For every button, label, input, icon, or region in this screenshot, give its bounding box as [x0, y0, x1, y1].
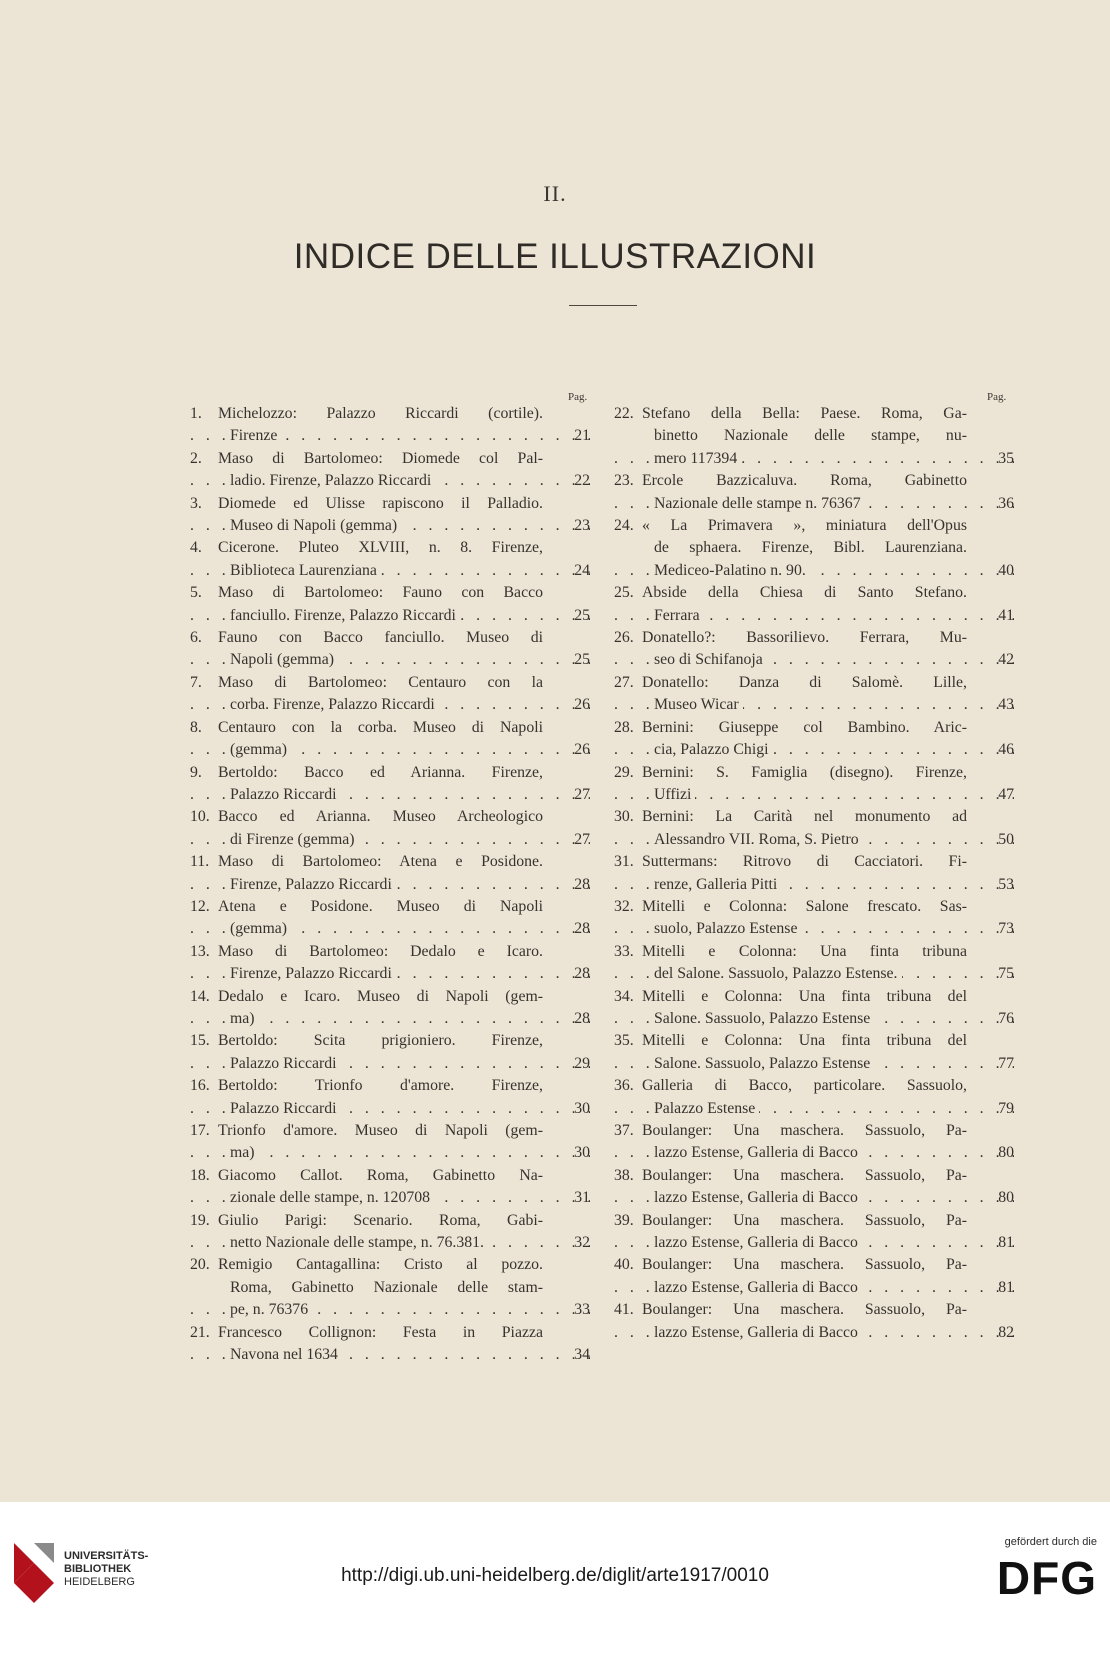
entry-text-line: [190, 470, 590, 492]
entry-number: 31.: [614, 853, 634, 871]
entry-number: 37.: [614, 1122, 634, 1139]
index-column-right: [614, 403, 1014, 1344]
entry-text-line: [614, 1008, 1014, 1030]
entry-page-number: 75: [998, 965, 1014, 983]
entry-number: 35.: [614, 1032, 634, 1050]
entry-page-number: 35: [998, 449, 1014, 467]
index-entry: [190, 1120, 590, 1165]
index-entry: [614, 1254, 1014, 1299]
entry-text: Palazzo Riccardi: [230, 786, 341, 803]
entry-text-line: Mitelli e Colonna: Una finta tribuna del: [642, 1032, 967, 1050]
entry-page-number: 76: [998, 1009, 1014, 1027]
entry-page-number: 30: [574, 1144, 590, 1162]
entry-page-number: 82: [998, 1323, 1014, 1341]
entry-page-number: 81: [998, 1234, 1014, 1252]
entry-text-line: Bernini: S. Famiglia (disegno). Firenze,: [642, 763, 967, 781]
entry-text: pe, n. 76376: [230, 1301, 312, 1318]
entry-text: Salone. Sassuolo, Palazzo Estense: [654, 1010, 874, 1027]
index-entry: [614, 941, 1014, 986]
entry-page-number: 40: [998, 561, 1014, 579]
index-entry: [190, 1322, 590, 1367]
entry-number: 23.: [614, 472, 634, 490]
entry-number: 8.: [190, 718, 202, 736]
index-entry: [190, 717, 590, 762]
entry-page-number: 42: [998, 651, 1014, 669]
entry-page-number: 73: [998, 920, 1014, 938]
entry-number: 24.: [614, 517, 634, 535]
entry-number: 12.: [190, 897, 210, 915]
entry-number: 17.: [190, 1122, 210, 1139]
entry-text-line: [190, 1299, 590, 1321]
entry-page-number: 25: [574, 651, 590, 669]
entry-text-line: Maso di Bartolomeo: Dedalo e Icaro.: [218, 942, 543, 960]
index-entry: [614, 672, 1014, 717]
entry-text: renze, Galleria Pitti: [654, 876, 781, 893]
entry-text-line: Cicerone. Pluteo XLVIII, n. 8. Firenze,: [218, 539, 543, 557]
entry-page-number: 31: [574, 1189, 590, 1207]
entry-page-number: 27: [574, 785, 590, 803]
entry-number: 39.: [614, 1211, 634, 1229]
entry-page-number: 80: [998, 1144, 1014, 1162]
index-entry: [614, 806, 1014, 851]
library-name-line: HEIDELBERG: [64, 1576, 135, 1588]
entry-text-line: Ercole Bazzicaluva. Roma, Gabinetto: [642, 472, 967, 490]
index-entry: [614, 470, 1014, 515]
index-entry: [614, 627, 1014, 672]
entry-text-line: [614, 784, 1014, 806]
entry-page-number: 28: [574, 965, 590, 983]
entry-text-line: de sphaera. Firenze, Bibl. Laurenziana.: [654, 539, 967, 557]
entry-text-line: Bernini: Giuseppe col Bambino. Aric-: [642, 718, 967, 736]
entry-text: Ferrara: [654, 607, 704, 624]
entry-text-line: [190, 694, 590, 716]
index-entry: [190, 941, 590, 986]
entry-number: 5.: [190, 584, 202, 602]
entry-page-number: 80: [998, 1189, 1014, 1207]
entry-text-line: Giulio Parigi: Scenario. Roma, Gabi-: [218, 1211, 543, 1229]
entry-number: 30.: [614, 808, 634, 826]
entry-text-line: Roma, Gabinetto Nazionale delle stam-: [230, 1278, 543, 1296]
entry-page-number: 26: [574, 696, 590, 714]
entry-text-line: Abside della Chiesa di Santo Stefano.: [642, 584, 967, 602]
entry-text-line: binetto Nazionale delle stampe, nu-: [654, 427, 967, 445]
entry-text-line: Boulanger: Una maschera. Sassuolo, Pa-: [642, 1122, 967, 1139]
entry-page-number: 43: [998, 696, 1014, 714]
entry-text-line: Maso di Bartolomeo: Atena e Posidone.: [218, 853, 543, 871]
index-entry: [190, 627, 590, 672]
entry-text-line: « La Primavera », miniatura dell'Opus: [642, 517, 967, 535]
entry-number: 2.: [190, 449, 202, 467]
index-entry: [614, 1075, 1014, 1120]
entry-text-line: [190, 1232, 590, 1254]
entry-text-line: Suttermans: Ritrovo di Cacciatori. Fi-: [642, 853, 967, 871]
entry-number: 3.: [190, 494, 202, 512]
entry-text: lazzo Estense, Galleria di Bacco: [654, 1279, 862, 1296]
entry-page-number: 27: [574, 830, 590, 848]
entry-text: Uffizi: [654, 786, 695, 803]
library-name-line: BIBLIOTHEK: [64, 1563, 132, 1575]
entry-text-line: [614, 829, 1014, 851]
entry-text: corba. Firenze, Palazzo Riccardi: [230, 696, 439, 713]
entry-text-line: [614, 1142, 1014, 1164]
entry-text-line: [190, 874, 590, 896]
entry-text-line: Maso di Bartolomeo: Diomede col Pal-: [218, 449, 543, 467]
entry-text: netto Nazionale delle stampe, n. 76.381.: [230, 1234, 488, 1251]
entry-text-line: [190, 649, 590, 671]
entry-text-line: [190, 1008, 590, 1030]
section-number: II.: [543, 181, 567, 206]
entry-text: di Firenze (gemma): [230, 831, 359, 848]
entry-page-number: 29: [574, 1054, 590, 1072]
entry-text: Firenze, Palazzo Riccardi: [230, 876, 396, 893]
entry-text-line: Mitelli e Colonna: Salone frescato. Sas-: [642, 897, 967, 915]
entry-text-line: Michelozzo: Palazzo Riccardi (cortile).: [218, 405, 543, 422]
entry-number: 22.: [614, 405, 634, 422]
entry-page-number: 41: [998, 606, 1014, 624]
entry-text: suolo, Palazzo Estense: [654, 920, 801, 937]
entry-text-line: [190, 515, 590, 537]
index-entry: [614, 896, 1014, 941]
entry-text-line: Bertoldo: Trionfo d'amore. Firenze,: [218, 1077, 543, 1095]
entry-text: ladio. Firenze, Palazzo Riccardi: [230, 472, 435, 489]
entry-text-line: Giacomo Callot. Roma, Gabinetto Na-: [218, 1166, 543, 1184]
entry-number: 9.: [190, 763, 202, 781]
entry-text: lazzo Estense, Galleria di Bacco: [654, 1324, 862, 1341]
entry-text: Mediceo-Palatino n. 90.: [654, 562, 810, 579]
entry-number: 4.: [190, 539, 202, 557]
entry-text-line: [190, 560, 590, 582]
entry-text-line: Stefano della Bella: Paese. Roma, Ga-: [642, 405, 967, 422]
entry-text: ma): [230, 1144, 259, 1161]
page-column-label-left: Pag.: [568, 391, 588, 403]
entry-page-number: 25: [574, 606, 590, 624]
entry-page-number: 28: [574, 920, 590, 938]
entry-page-number: 23: [574, 517, 590, 535]
entry-text-line: Bertoldo: Bacco ed Arianna. Firenze,: [218, 763, 543, 781]
entry-text-line: Atena e Posidone. Museo di Napoli: [218, 897, 543, 915]
entry-text-line: Donatello: Danza di Salomè. Lille,: [642, 673, 967, 691]
page-title: INDICE DELLE ILLUSTRAZIONI: [293, 237, 817, 276]
index-entry: [614, 515, 1014, 582]
entry-text-line: Mitelli e Colonna: Una finta tribuna del: [642, 987, 967, 1005]
entry-page-number: 81: [998, 1278, 1014, 1296]
entry-text-line: [190, 829, 590, 851]
entry-text-line: Maso di Bartolomeo: Fauno con Bacco: [218, 584, 543, 602]
index-entry: [190, 537, 590, 582]
entry-number: 26.: [614, 629, 634, 647]
entry-text: Alessandro VII. Roma, S. Pietro: [654, 831, 863, 848]
entry-text: cia, Palazzo Chigi: [654, 741, 773, 758]
entry-page-number: 21: [574, 427, 590, 445]
entry-text-line: [190, 1142, 590, 1164]
entry-number: 36.: [614, 1077, 634, 1095]
index-entry: [614, 1030, 1014, 1075]
entry-page-number: 22: [574, 472, 590, 490]
entry-text: Nazionale delle stampe n. 76367: [654, 495, 865, 512]
entry-number: 20.: [190, 1256, 210, 1274]
entry-number: 7.: [190, 673, 202, 691]
index-entry: [190, 672, 590, 717]
entry-text-line: [614, 694, 1014, 716]
entry-number: 21.: [190, 1323, 210, 1341]
index-entry: [614, 1210, 1014, 1255]
entry-text-line: Maso di Bartolomeo: Centauro con la: [218, 673, 543, 691]
entry-text-line: [614, 963, 1014, 985]
entry-number: 15.: [190, 1032, 210, 1050]
entry-number: 27.: [614, 673, 634, 691]
index-entry: [614, 1299, 1014, 1344]
entry-text-line: [614, 739, 1014, 761]
entry-text: lazzo Estense, Galleria di Bacco: [654, 1234, 862, 1251]
page-column-label-right: Pag.: [987, 391, 1007, 403]
entry-text: ma): [230, 1010, 259, 1027]
index-entry: [190, 806, 590, 851]
index-entry: [190, 1165, 590, 1210]
library-name-line: UNIVERSITÄTS-: [64, 1550, 149, 1562]
entry-page-number: 46: [998, 741, 1014, 759]
entry-text-line: Bacco ed Arianna. Museo Archeologico: [218, 808, 543, 826]
index-entry: [614, 717, 1014, 762]
index-entry: [190, 403, 590, 448]
entry-number: 28.: [614, 718, 634, 736]
digitization-footer: [0, 1502, 1110, 1665]
entry-page-number: 24: [574, 561, 590, 579]
entry-text-line: [614, 918, 1014, 940]
index-entry: [190, 896, 590, 941]
dfg-logo: DFG: [996, 1552, 1097, 1604]
entry-number: 40.: [614, 1256, 634, 1274]
entry-text-line: [614, 1232, 1014, 1254]
entry-text-line: Centauro con la corba. Museo di Napoli: [218, 718, 543, 736]
entry-text: mero 117394: [654, 450, 741, 467]
entry-text-line: [190, 1098, 590, 1120]
entry-text-line: [190, 605, 590, 627]
entry-page-number: 28: [574, 875, 590, 893]
entry-text: seo di Schifanoja: [654, 651, 767, 668]
entry-text: (gemma): [230, 920, 291, 937]
entry-number: 11.: [190, 853, 210, 871]
entry-text-line: Donatello?: Bassorilievo. Ferrara, Mu-: [642, 629, 967, 647]
index-entry: [614, 762, 1014, 807]
entry-text-line: [614, 1187, 1014, 1209]
entry-page-number: 33: [574, 1301, 590, 1319]
entry-text-line: [190, 784, 590, 806]
index-entry: [190, 1210, 590, 1255]
entry-text: Navona nel 1634: [230, 1346, 342, 1363]
index-entry: [614, 403, 1014, 470]
entry-text: Museo di Napoli (gemma): [230, 517, 401, 534]
entry-number: 34.: [614, 987, 634, 1005]
index-entry: [190, 493, 590, 538]
permalink-url[interactable]: http://digi.ub.uni-heidelberg.de/diglit/arte1917/0010: [341, 1565, 769, 1586]
entry-number: 41.: [614, 1301, 634, 1319]
entry-text-line: Galleria di Bacco, particolare. Sassuolo,: [642, 1077, 967, 1095]
entry-text-line: Diomede ed Ulisse rapiscono il Palladio.: [218, 494, 543, 512]
index-entry: [190, 1030, 590, 1075]
entry-number: 6.: [190, 629, 202, 647]
entry-text-line: Boulanger: Una maschera. Sassuolo, Pa-: [642, 1211, 967, 1229]
entry-text-line: [190, 1344, 590, 1366]
entry-text-line: [614, 1053, 1014, 1075]
index-entry: [190, 851, 590, 896]
entry-text-line: Fauno con Bacco fanciullo. Museo di: [218, 629, 543, 647]
entry-number: 19.: [190, 1211, 210, 1229]
entry-number: 1.: [190, 405, 202, 422]
index-entry: [190, 582, 590, 627]
entry-page-number: 53: [998, 875, 1014, 893]
entry-page-number: 50: [998, 830, 1014, 848]
entry-number: 18.: [190, 1166, 210, 1184]
entry-page-number: 28: [574, 1009, 590, 1027]
entry-text-line: Bertoldo: Scita prigioniero. Firenze,: [218, 1032, 543, 1050]
entry-text-line: Bernini: La Carità nel monumento ad: [642, 808, 967, 826]
entry-text-line: Boulanger: Una maschera. Sassuolo, Pa-: [642, 1301, 967, 1319]
entry-number: 25.: [614, 584, 634, 602]
index-entry: [190, 762, 590, 807]
entry-text: Napoli (gemma): [230, 651, 338, 668]
entry-number: 13.: [190, 942, 210, 960]
index-entry: [614, 1165, 1014, 1210]
index-entry: [190, 986, 590, 1031]
funded-by-label: gefördert durch die: [1004, 1536, 1097, 1548]
index-entry: [190, 448, 590, 493]
entry-text-line: Boulanger: Una maschera. Sassuolo, Pa-: [642, 1256, 967, 1274]
entry-page-number: 34: [574, 1346, 590, 1364]
entry-text: Firenze, Palazzo Riccardi: [230, 965, 396, 982]
entry-text-line: [614, 560, 1014, 582]
index-entry: [614, 851, 1014, 896]
entry-text: Salone. Sassuolo, Palazzo Estense: [654, 1055, 874, 1072]
entry-text: Palazzo Estense: [654, 1100, 759, 1117]
entry-text-line: [614, 1322, 1014, 1344]
entry-text: lazzo Estense, Galleria di Bacco: [654, 1144, 862, 1161]
entry-text-line: [614, 605, 1014, 627]
entry-text-line: [190, 918, 590, 940]
entry-number: 16.: [190, 1077, 210, 1095]
entry-number: 32.: [614, 897, 634, 915]
index-entry: [614, 986, 1014, 1031]
entry-page-number: 32: [574, 1234, 590, 1252]
entry-text: Palazzo Riccardi: [230, 1100, 341, 1117]
entry-text-line: [190, 1053, 590, 1075]
entry-text-line: [614, 1098, 1014, 1120]
entry-text-line: Dedalo e Icaro. Museo di Napoli (gem-: [218, 987, 543, 1005]
entry-text: lazzo Estense, Galleria di Bacco: [654, 1189, 862, 1206]
entry-page-number: 36: [998, 494, 1014, 512]
entry-page-number: 79: [998, 1099, 1014, 1117]
entry-text-line: [614, 874, 1014, 896]
entry-text-line: Remigio Cantagallina: Cristo al pozzo.: [218, 1256, 543, 1274]
entry-text-line: [614, 649, 1014, 671]
index-entry: [190, 1254, 590, 1321]
entry-number: 38.: [614, 1166, 634, 1184]
entry-text-line: [614, 448, 1014, 470]
index-entry: [614, 582, 1014, 627]
title-divider: [569, 305, 637, 306]
entry-number: 33.: [614, 942, 634, 960]
index-entry: [614, 1120, 1014, 1165]
entry-page-number: 30: [574, 1099, 590, 1117]
entry-number: 14.: [190, 987, 210, 1005]
entry-text-line: [190, 425, 590, 447]
entry-text: del Salone. Sassuolo, Palazzo Estense.: [654, 965, 902, 982]
entry-page-number: 77: [998, 1054, 1014, 1072]
entry-text: Museo Wicar: [654, 696, 743, 713]
entry-page-number: 26: [574, 741, 590, 759]
index-entry: [190, 1075, 590, 1120]
entry-text-line: Francesco Collignon: Festa in Piazza: [218, 1323, 543, 1341]
entry-text: (gemma): [230, 741, 291, 758]
entry-number: 29.: [614, 763, 634, 781]
entry-text-line: [614, 493, 1014, 515]
index-column-left: [190, 403, 590, 1366]
entry-text-line: [614, 1277, 1014, 1299]
entry-text: Palazzo Riccardi: [230, 1055, 341, 1072]
entry-page-number: 47: [998, 785, 1014, 803]
entry-text: fanciullo. Firenze, Palazzo Riccardi: [230, 607, 460, 624]
entry-text-line: Mitelli e Colonna: Una finta tribuna: [642, 942, 967, 960]
entry-text-line: [190, 963, 590, 985]
entry-text: zionale delle stampe, n. 120708: [230, 1189, 434, 1206]
entry-number: 10.: [190, 808, 210, 826]
entry-text-line: [190, 739, 590, 761]
entry-text: Biblioteca Laurenziana: [230, 562, 381, 579]
entry-text-line: [190, 1187, 590, 1209]
entry-text-line: Boulanger: Una maschera. Sassuolo, Pa-: [642, 1166, 967, 1184]
entry-text-line: Trionfo d'amore. Museo di Napoli (gem-: [218, 1122, 543, 1139]
entry-text: Firenze: [230, 427, 281, 444]
